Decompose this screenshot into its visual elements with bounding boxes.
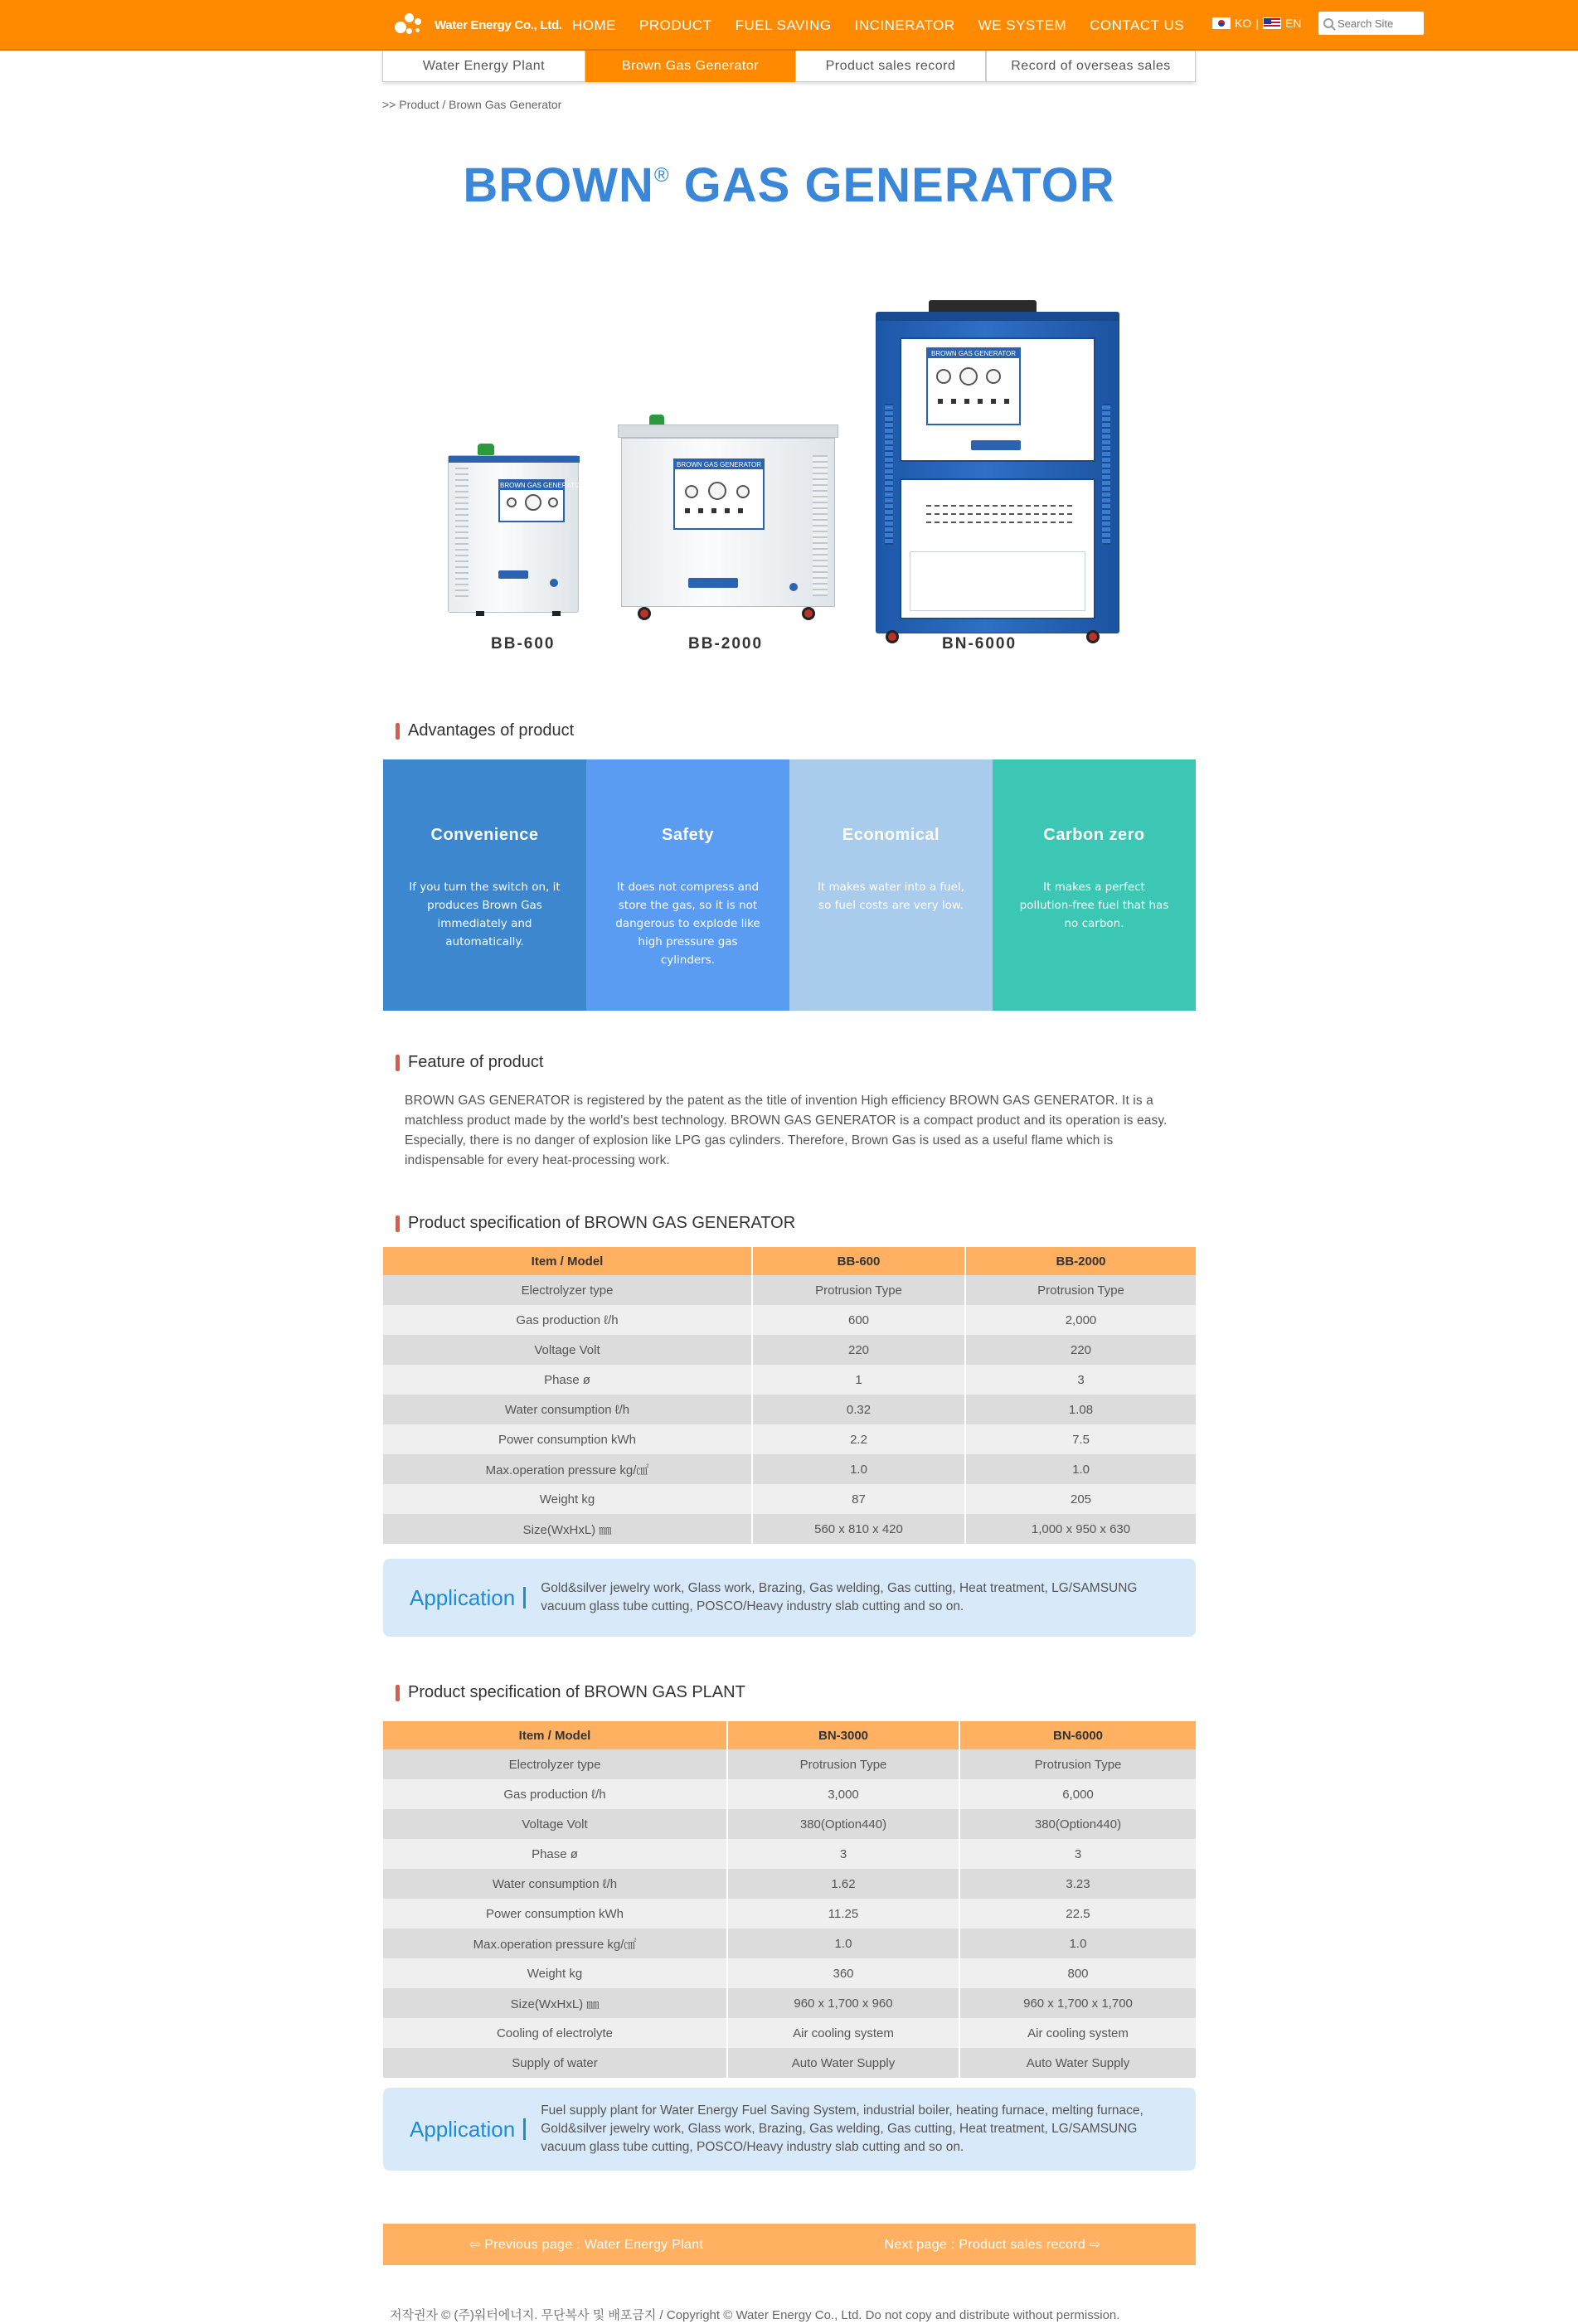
spec-value-cell: 360 xyxy=(727,1958,959,1988)
advantage-safety xyxy=(586,759,789,1011)
table-row xyxy=(383,2018,1196,2048)
table-row xyxy=(383,1899,1196,1929)
spec-item-cell: Phase ø xyxy=(383,1839,727,1869)
spec-value-cell: 1,000 x 950 x 630 xyxy=(965,1514,1196,1544)
nav-incinerator[interactable]: INCINERATOR xyxy=(854,17,955,33)
page-title: BROWN® GAS GENERATOR xyxy=(463,158,1115,212)
table-header: Item / Model xyxy=(383,1721,727,1749)
table-row xyxy=(383,1514,1196,1544)
spec-value-cell: 3 xyxy=(959,1839,1196,1869)
search-icon[interactable] xyxy=(1323,18,1333,28)
table-row xyxy=(383,2048,1196,2078)
spec-value-cell: 2.2 xyxy=(752,1424,965,1454)
table-header: BB-2000 xyxy=(965,1247,1196,1275)
page-navigation xyxy=(383,2224,1196,2265)
feature-heading: Feature of product xyxy=(396,1053,543,1072)
table-header: Item / Model xyxy=(383,1247,752,1275)
spec-value-cell: 3.23 xyxy=(959,1869,1196,1899)
advantage-convenience xyxy=(383,759,586,1011)
spec-item-cell: Cooling of electrolyte xyxy=(383,2018,727,2048)
table-header: BN-3000 xyxy=(727,1721,959,1749)
advantage-text: It makes water into a fuel, so fuel costs are very low. xyxy=(817,881,965,912)
table-row xyxy=(383,1454,1196,1484)
spec-value-cell: 0.32 xyxy=(752,1395,965,1424)
heading-marker xyxy=(396,1685,400,1701)
subtab-water-energy-plant[interactable]: Water Energy Plant xyxy=(382,51,585,82)
spec-value-cell: 205 xyxy=(965,1484,1196,1514)
top-navigation-bar xyxy=(0,0,1578,51)
spec-item-cell: Size(WxHxL) ㎜ xyxy=(383,1514,752,1544)
advantage-title: Carbon zero xyxy=(1043,826,1145,844)
spec-value-cell: 380(Option440) xyxy=(959,1809,1196,1839)
advantage-title: Economical xyxy=(842,826,940,844)
subtab-brown-gas-generator[interactable]: Brown Gas Generator xyxy=(585,51,795,82)
table-row xyxy=(383,1395,1196,1424)
logo[interactable] xyxy=(393,8,562,41)
nav-home[interactable]: HOME xyxy=(572,17,616,33)
table-header: BB-600 xyxy=(752,1247,965,1275)
spec-value-cell: Auto Water Supply xyxy=(959,2048,1196,2078)
spec-item-cell: Gas production ℓ/h xyxy=(383,1779,727,1809)
spec-item-cell: Electrolyzer type xyxy=(383,1749,727,1779)
spec-value-cell: 1.0 xyxy=(727,1929,959,1958)
spec-value-cell: 3 xyxy=(727,1839,959,1869)
spec-item-cell: Voltage Volt xyxy=(383,1335,752,1365)
spec-table-generator xyxy=(383,1247,1196,1544)
previous-page-link[interactable]: ⇦ Previous page : Water Energy Plant xyxy=(469,2238,704,2252)
spec-value-cell: 1.0 xyxy=(959,1929,1196,1958)
advantage-text: It makes a perfect pollution-free fuel that has no carbon. xyxy=(1019,881,1169,930)
nav-contact-us[interactable]: CONTACT US xyxy=(1090,17,1185,33)
table-row xyxy=(383,1365,1196,1395)
search-input[interactable] xyxy=(1338,17,1420,30)
lang-en[interactable]: EN xyxy=(1284,17,1302,30)
subtab-product-sales-record[interactable]: Product sales record xyxy=(795,51,986,82)
spec-value-cell: 2,000 xyxy=(965,1305,1196,1335)
spec-value-cell: 6,000 xyxy=(959,1779,1196,1809)
spec-value-cell: 1 xyxy=(752,1365,965,1395)
spec-item-cell: Electrolyzer type xyxy=(383,1275,752,1305)
heading-marker xyxy=(396,723,400,740)
spec-value-cell: 3,000 xyxy=(727,1779,959,1809)
advantages-grid xyxy=(383,759,1196,1011)
korea-flag-icon[interactable] xyxy=(1212,17,1231,29)
table-row xyxy=(383,1869,1196,1899)
table-row xyxy=(383,1275,1196,1305)
spec-value-cell: Protrusion Type xyxy=(752,1275,965,1305)
table-row xyxy=(383,1749,1196,1779)
spec-item-cell: Water consumption ℓ/h xyxy=(383,1395,752,1424)
application-box-generator xyxy=(383,1559,1196,1637)
spec-item-cell: Power consumption kWh xyxy=(383,1424,752,1454)
application-title: Application xyxy=(410,2117,526,2142)
table-row xyxy=(383,1484,1196,1514)
bb-2000-label: BB-2000 xyxy=(688,635,764,653)
usa-flag-icon[interactable] xyxy=(1263,17,1281,29)
advantages-heading: Advantages of product xyxy=(396,721,574,740)
lang-ko[interactable]: KO xyxy=(1235,17,1252,30)
spec-value-cell: 960 x 1,700 x 1,700 xyxy=(959,1988,1196,2018)
heading-marker xyxy=(396,1215,400,1232)
spec-item-cell: Gas production ℓ/h xyxy=(383,1305,752,1335)
spec-value-cell: 220 xyxy=(752,1335,965,1365)
spec-item-cell: Max.operation pressure kg/㎠ xyxy=(383,1929,727,1958)
bn-6000-label: BN-6000 xyxy=(942,635,1017,653)
nav-we-system[interactable]: WE SYSTEM xyxy=(978,17,1067,33)
spec-value-cell: 87 xyxy=(752,1484,965,1514)
application-box-plant xyxy=(383,2088,1196,2171)
table-row xyxy=(383,1305,1196,1335)
spec-item-cell: Supply of water xyxy=(383,2048,727,2078)
advantage-title: Safety xyxy=(661,826,715,844)
registered-mark: ® xyxy=(653,164,670,187)
advantage-economical xyxy=(789,759,993,1011)
language-switcher xyxy=(1212,17,1301,30)
spec-value-cell: Protrusion Type xyxy=(965,1275,1196,1305)
table-row xyxy=(383,1335,1196,1365)
application-title: Application xyxy=(410,1585,526,1611)
bb-600-label: BB-600 xyxy=(491,635,556,653)
spec-value-cell: 1.0 xyxy=(752,1454,965,1484)
spec1-heading: Product specification of BROWN GAS GENERATOR xyxy=(396,1214,795,1233)
subtab-record-overseas-sales[interactable]: Record of overseas sales xyxy=(986,51,1196,82)
spec-value-cell: 1.0 xyxy=(965,1454,1196,1484)
spec-value-cell: 1.62 xyxy=(727,1869,959,1899)
application-text: Fuel supply plant for Water Energy Fuel Saving System, industrial boiler, heating furnace, melting furnace, Gold&silver jewelry work, Glass work, Brazing, Gas welding, Gas cutting, Heat treatment, LG/SAMSUNG vacuum glass tube cutting, POSCO/Heavy industry slab cutting and so on. xyxy=(541,2103,1143,2154)
spec-value-cell: 220 xyxy=(965,1335,1196,1365)
main-nav xyxy=(572,0,1207,51)
advantage-text: If you turn the switch on, it produces Brown Gas immediately and automatically. xyxy=(409,881,561,949)
spec-item-cell: Power consumption kWh xyxy=(383,1899,727,1929)
spec-value-cell: 560 x 810 x 420 xyxy=(752,1514,965,1544)
breadcrumb: >> Product / Brown Gas Generator xyxy=(382,98,562,111)
table-row xyxy=(383,1988,1196,2018)
nav-product[interactable]: PRODUCT xyxy=(639,17,712,33)
table-header: BN-6000 xyxy=(959,1721,1196,1749)
bb-2000-image: BROWN GAS GENERATOR xyxy=(618,415,838,623)
logo-text: Water Energy Co., Ltd. xyxy=(435,17,562,32)
spec-value-cell: 3 xyxy=(965,1365,1196,1395)
advantage-text: It does not compress and store the gas, so it is not dangerous to explode like high pressure gas cylinders. xyxy=(615,881,760,967)
spec-item-cell: Water consumption ℓ/h xyxy=(383,1869,727,1899)
application-text: Gold&silver jewelry work, Glass work, Brazing, Gas welding, Gas cutting, Heat treatment, LG/SAMSUNG vacuum glass tube cutting, POSCO/Heavy industry slab cutting and so on. xyxy=(541,1581,1138,1613)
spec-value-cell: 22.5 xyxy=(959,1899,1196,1929)
table-row xyxy=(383,1424,1196,1454)
spec-item-cell: Weight kg xyxy=(383,1958,727,1988)
spec-value-cell: Auto Water Supply xyxy=(727,2048,959,2078)
bb-600-image: BROWN GAS GENERATOR xyxy=(448,442,580,616)
spec-value-cell: 800 xyxy=(959,1958,1196,1988)
heading-marker xyxy=(396,1055,400,1071)
spec-item-cell: Voltage Volt xyxy=(383,1809,727,1839)
table-row xyxy=(383,1929,1196,1958)
spec-value-cell: Air cooling system xyxy=(727,2018,959,2048)
logo-icon xyxy=(393,10,428,40)
advantage-carbon-zero xyxy=(993,759,1196,1011)
spec-value-cell: 1.08 xyxy=(965,1395,1196,1424)
bn-6000-image: BROWN GAS GENERATOR xyxy=(876,300,1121,648)
table-row xyxy=(383,1839,1196,1869)
table-row xyxy=(383,1779,1196,1809)
footer-copyright: 저작권자 © (주)워터에너지. 무단복사 및 배포금지 / Copyright © Water Energy Co., Ltd. Do not copy and distribute without permission. xyxy=(390,2308,1120,2322)
feature-description: BROWN GAS GENERATOR is registered by the patent as the title of invention High efficiency BROWN GAS GENERATOR. It is a matchless product made by the world's best technology. BROWN GAS GENERATOR is a compact product and its operation is easy. Especially, there is no danger of explosion like LPG gas cylinders. Therefore, Brown Gas is used as a useful flame which is indispensable for every heat-processing work. xyxy=(405,1094,1168,1167)
spec-value-cell: 7.5 xyxy=(965,1424,1196,1454)
spec-value-cell: Protrusion Type xyxy=(959,1749,1196,1779)
spec2-heading: Product specification of BROWN GAS PLANT xyxy=(396,1683,745,1702)
spec-value-cell: 380(Option440) xyxy=(727,1809,959,1839)
lang-separator: | xyxy=(1255,17,1259,30)
spec-item-cell: Phase ø xyxy=(383,1365,752,1395)
spec-value-cell: 960 x 1,700 x 960 xyxy=(727,1988,959,2018)
search-box xyxy=(1318,12,1424,35)
nav-fuel-saving[interactable]: FUEL SAVING xyxy=(735,17,832,33)
table-row xyxy=(383,1809,1196,1839)
next-page-link[interactable]: Next page : Product sales record ⇨ xyxy=(884,2238,1101,2252)
spec-item-cell: Size(WxHxL) ㎜ xyxy=(383,1988,727,2018)
table-row xyxy=(383,1958,1196,1988)
spec-value-cell: Protrusion Type xyxy=(727,1749,959,1779)
spec-value-cell: 600 xyxy=(752,1305,965,1335)
product-subtabs xyxy=(382,51,1196,82)
spec-item-cell: Max.operation pressure kg/㎠ xyxy=(383,1454,752,1484)
spec-value-cell: 11.25 xyxy=(727,1899,959,1929)
spec-value-cell: Air cooling system xyxy=(959,2018,1196,2048)
advantage-title: Convenience xyxy=(430,826,539,844)
spec-table-plant xyxy=(383,1721,1196,2078)
spec-item-cell: Weight kg xyxy=(383,1484,752,1514)
